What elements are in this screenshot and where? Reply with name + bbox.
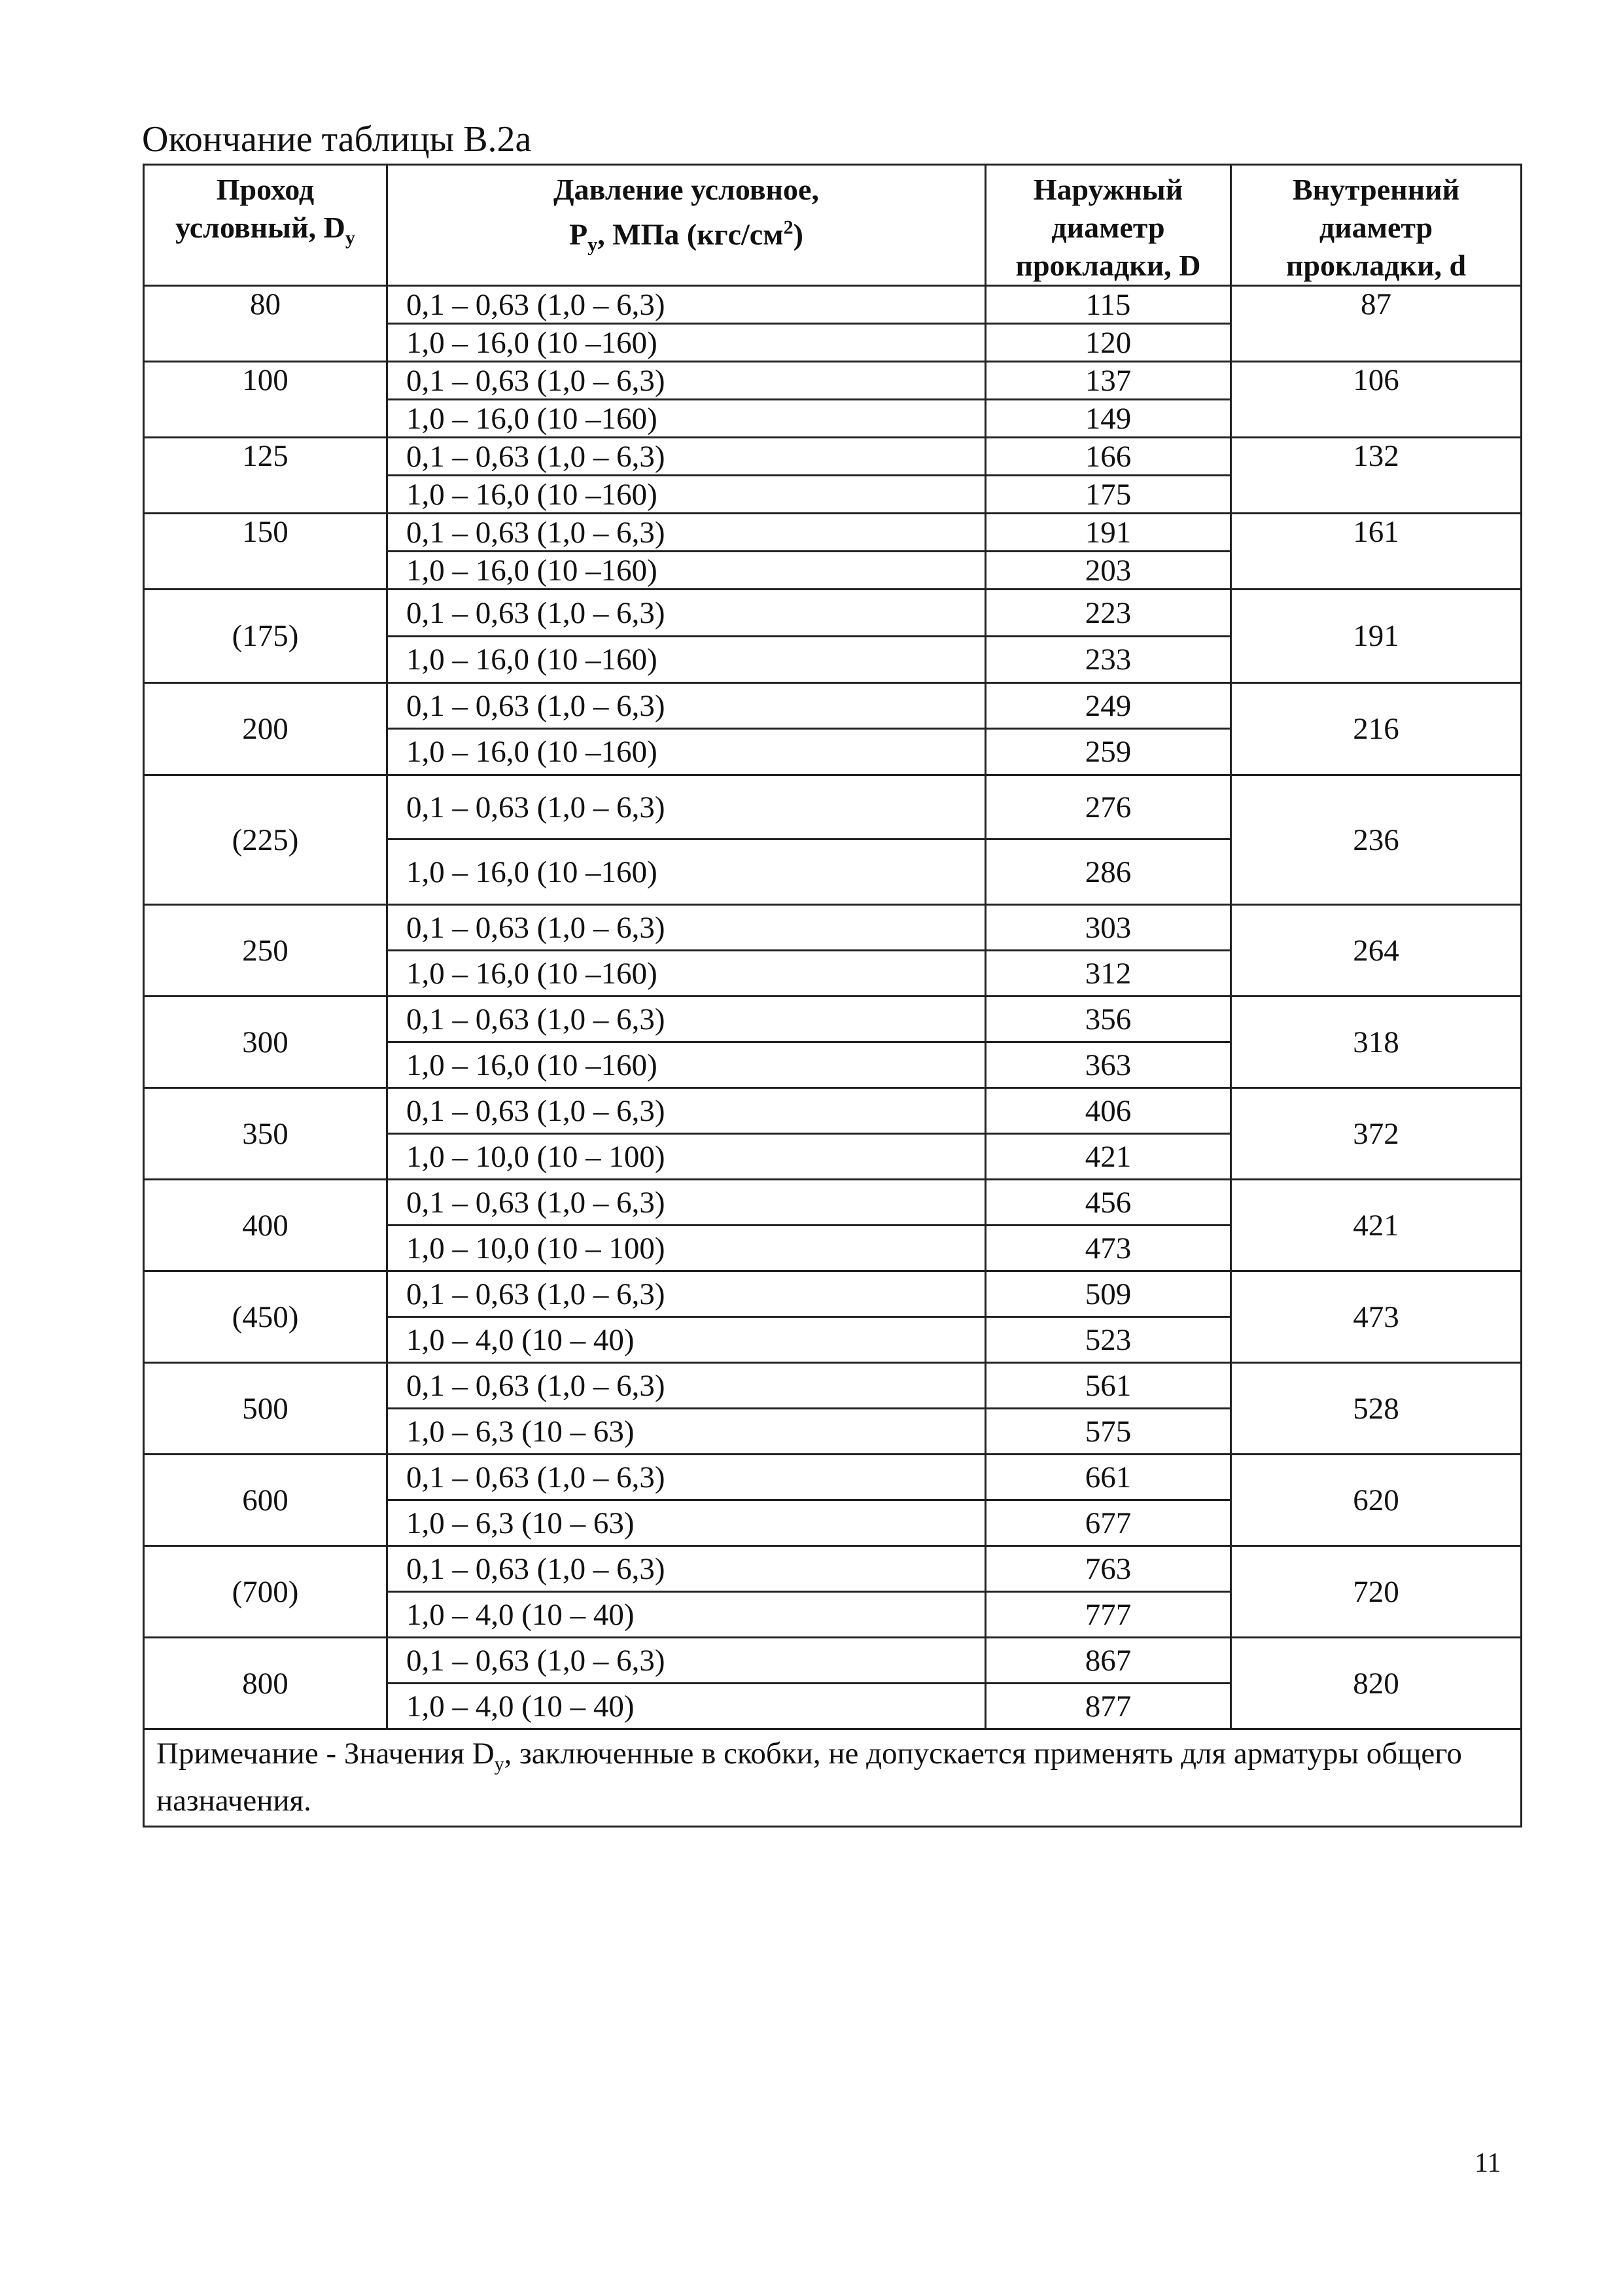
- nominal-bore-cell: 125: [144, 438, 387, 514]
- pressure-range-cell: 1,0 – 16,0 (10 –160): [387, 951, 986, 997]
- pressure-range-cell: 0,1 – 0,63 (1,0 – 6,3): [387, 514, 986, 552]
- table-note: [144, 1729, 1522, 1827]
- table-row: [144, 1088, 1522, 1134]
- outer-diameter-cell: 777: [986, 1592, 1231, 1638]
- outer-diameter-cell: 763: [986, 1546, 1231, 1592]
- inner-diameter-cell: 528: [1231, 1363, 1522, 1455]
- pressure-range-cell: 1,0 – 16,0 (10 –160): [387, 552, 986, 590]
- outer-diameter-cell: 286: [986, 839, 1231, 905]
- page-number: 11: [1475, 2148, 1501, 2178]
- pressure-range-cell: 1,0 – 16,0 (10 –160): [387, 400, 986, 438]
- table-row: [144, 775, 1522, 839]
- nominal-bore-cell: 100: [144, 362, 387, 438]
- table-row: [144, 1180, 1522, 1226]
- pressure-range-cell: 0,1 – 0,63 (1,0 – 6,3): [387, 1638, 986, 1684]
- table-note-row: [144, 1729, 1522, 1827]
- header-inner-diameter: [1231, 165, 1522, 286]
- outer-diameter-cell: 523: [986, 1317, 1231, 1363]
- pressure-range-cell: 1,0 – 10,0 (10 – 100): [387, 1134, 986, 1180]
- pressure-range-cell: 0,1 – 0,63 (1,0 – 6,3): [387, 1546, 986, 1592]
- outer-diameter-cell: 312: [986, 951, 1231, 997]
- pressure-range-cell: 0,1 – 0,63 (1,0 – 6,3): [387, 1271, 986, 1317]
- table-note-suffix: , заключенные в скобки, не допускается применять для арматуры общего назначения.: [156, 1737, 1462, 1818]
- header-nominal-bore-line2: условный, D: [175, 211, 345, 244]
- inner-diameter-cell: 106: [1231, 362, 1522, 438]
- pressure-range-cell: 1,0 – 4,0 (10 – 40): [387, 1317, 986, 1363]
- table-row: [144, 905, 1522, 951]
- inner-diameter-cell: 820: [1231, 1638, 1522, 1729]
- nominal-bore-cell: 80: [144, 286, 387, 362]
- header-inner-diameter-line2: диаметр: [1319, 211, 1433, 244]
- header-nominal-bore: [144, 165, 387, 286]
- inner-diameter-cell: 421: [1231, 1180, 1522, 1271]
- outer-diameter-cell: 115: [986, 286, 1231, 324]
- nominal-bore-cell: 400: [144, 1180, 387, 1271]
- table-body: [144, 286, 1522, 1827]
- outer-diameter-cell: 421: [986, 1134, 1231, 1180]
- gasket-dimensions-table: [143, 164, 1522, 1828]
- header-outer-diameter-line3: прокладки, D: [1015, 249, 1201, 282]
- pressure-range-cell: 1,0 – 16,0 (10 –160): [387, 637, 986, 683]
- inner-diameter-cell: 620: [1231, 1455, 1522, 1546]
- outer-diameter-cell: 473: [986, 1226, 1231, 1271]
- table-row: [144, 1546, 1522, 1592]
- outer-diameter-cell: 249: [986, 683, 1231, 729]
- outer-diameter-cell: 259: [986, 729, 1231, 775]
- nominal-bore-cell: 600: [144, 1455, 387, 1546]
- nominal-bore-cell: (450): [144, 1271, 387, 1363]
- pressure-range-cell: 1,0 – 4,0 (10 – 40): [387, 1592, 986, 1638]
- outer-diameter-cell: 406: [986, 1088, 1231, 1134]
- pressure-range-cell: 1,0 – 4,0 (10 – 40): [387, 1684, 986, 1729]
- table-row: [144, 590, 1522, 637]
- outer-diameter-cell: 677: [986, 1500, 1231, 1546]
- header-nominal-pressure-close: ): [793, 217, 803, 251]
- header-nominal-pressure-superscript: 2: [783, 217, 794, 238]
- nominal-bore-cell: 500: [144, 1363, 387, 1455]
- pressure-range-cell: 1,0 – 16,0 (10 –160): [387, 476, 986, 514]
- inner-diameter-cell: 318: [1231, 997, 1522, 1088]
- pressure-range-cell: 1,0 – 16,0 (10 –160): [387, 1042, 986, 1088]
- table-row: [144, 997, 1522, 1042]
- table-row: [144, 362, 1522, 400]
- table-row: [144, 1638, 1522, 1684]
- pressure-range-cell: 1,0 – 6,3 (10 – 63): [387, 1500, 986, 1546]
- pressure-range-cell: 0,1 – 0,63 (1,0 – 6,3): [387, 1455, 986, 1500]
- table-caption: Окончание таблицы В.2а: [142, 119, 532, 160]
- nominal-bore-cell: (700): [144, 1546, 387, 1638]
- pressure-range-cell: 1,0 – 16,0 (10 –160): [387, 839, 986, 905]
- pressure-range-cell: 0,1 – 0,63 (1,0 – 6,3): [387, 438, 986, 476]
- header-outer-diameter: [986, 165, 1231, 286]
- outer-diameter-cell: 561: [986, 1363, 1231, 1409]
- inner-diameter-cell: 87: [1231, 286, 1522, 362]
- outer-diameter-cell: 137: [986, 362, 1231, 400]
- outer-diameter-cell: 575: [986, 1409, 1231, 1455]
- outer-diameter-cell: 363: [986, 1042, 1231, 1088]
- pressure-range-cell: 0,1 – 0,63 (1,0 – 6,3): [387, 683, 986, 729]
- outer-diameter-cell: 149: [986, 400, 1231, 438]
- outer-diameter-cell: 509: [986, 1271, 1231, 1317]
- table-row: [144, 438, 1522, 476]
- header-nominal-pressure: [387, 165, 986, 286]
- pressure-range-cell: 1,0 – 6,3 (10 – 63): [387, 1409, 986, 1455]
- header-outer-diameter-line1: Наружный: [1033, 173, 1183, 206]
- table-header-row: [144, 165, 1522, 286]
- header-nominal-pressure-units: , МПа (кгс/см: [597, 217, 784, 251]
- table-row: [144, 286, 1522, 324]
- outer-diameter-cell: 877: [986, 1684, 1231, 1729]
- pressure-range-cell: 0,1 – 0,63 (1,0 – 6,3): [387, 775, 986, 839]
- header-nominal-pressure-line1: Давление условное,: [553, 173, 819, 206]
- pressure-range-cell: 0,1 – 0,63 (1,0 – 6,3): [387, 286, 986, 324]
- outer-diameter-cell: 356: [986, 997, 1231, 1042]
- nominal-bore-cell: 150: [144, 514, 387, 590]
- outer-diameter-cell: 233: [986, 637, 1231, 683]
- header-nominal-bore-subscript: у: [345, 227, 355, 249]
- inner-diameter-cell: 191: [1231, 590, 1522, 683]
- pressure-range-cell: 0,1 – 0,63 (1,0 – 6,3): [387, 362, 986, 400]
- pressure-range-cell: 1,0 – 16,0 (10 –160): [387, 324, 986, 362]
- outer-diameter-cell: 661: [986, 1455, 1231, 1500]
- nominal-bore-cell: 350: [144, 1088, 387, 1180]
- nominal-bore-cell: (225): [144, 775, 387, 905]
- pressure-range-cell: 0,1 – 0,63 (1,0 – 6,3): [387, 1088, 986, 1134]
- table-row: [144, 514, 1522, 552]
- pressure-range-cell: 0,1 – 0,63 (1,0 – 6,3): [387, 590, 986, 637]
- outer-diameter-cell: 223: [986, 590, 1231, 637]
- inner-diameter-cell: 161: [1231, 514, 1522, 590]
- table-row: [144, 1363, 1522, 1409]
- nominal-bore-cell: 200: [144, 683, 387, 775]
- header-nominal-bore-line1: Проход: [216, 173, 315, 206]
- pressure-range-cell: 0,1 – 0,63 (1,0 – 6,3): [387, 1180, 986, 1226]
- table-row: [144, 1455, 1522, 1500]
- outer-diameter-cell: 120: [986, 324, 1231, 362]
- header-outer-diameter-line2: диаметр: [1051, 211, 1165, 244]
- pressure-range-cell: 1,0 – 16,0 (10 –160): [387, 729, 986, 775]
- nominal-bore-cell: 250: [144, 905, 387, 997]
- inner-diameter-cell: 132: [1231, 438, 1522, 514]
- pressure-range-cell: 1,0 – 10,0 (10 – 100): [387, 1226, 986, 1271]
- outer-diameter-cell: 303: [986, 905, 1231, 951]
- outer-diameter-cell: 203: [986, 552, 1231, 590]
- outer-diameter-cell: 175: [986, 476, 1231, 514]
- pressure-range-cell: 0,1 – 0,63 (1,0 – 6,3): [387, 1363, 986, 1409]
- inner-diameter-cell: 216: [1231, 683, 1522, 775]
- header-nominal-pressure-symbol: Р: [569, 217, 588, 251]
- inner-diameter-cell: 264: [1231, 905, 1522, 997]
- inner-diameter-cell: 720: [1231, 1546, 1522, 1638]
- pressure-range-cell: 0,1 – 0,63 (1,0 – 6,3): [387, 905, 986, 951]
- outer-diameter-cell: 456: [986, 1180, 1231, 1226]
- nominal-bore-cell: 800: [144, 1638, 387, 1729]
- outer-diameter-cell: 276: [986, 775, 1231, 839]
- inner-diameter-cell: 473: [1231, 1271, 1522, 1363]
- outer-diameter-cell: 191: [986, 514, 1231, 552]
- nominal-bore-cell: 300: [144, 997, 387, 1088]
- header-inner-diameter-line1: Внутренний: [1292, 173, 1460, 206]
- inner-diameter-cell: 236: [1231, 775, 1522, 905]
- pressure-range-cell: 0,1 – 0,63 (1,0 – 6,3): [387, 997, 986, 1042]
- table-row: [144, 683, 1522, 729]
- table-row: [144, 1271, 1522, 1317]
- header-inner-diameter-line3: прокладки, d: [1285, 249, 1467, 282]
- inner-diameter-cell: 372: [1231, 1088, 1522, 1180]
- header-nominal-pressure-subscript: у: [587, 234, 598, 256]
- outer-diameter-cell: 867: [986, 1638, 1231, 1684]
- outer-diameter-cell: 166: [986, 438, 1231, 476]
- table-note-subscript: у: [494, 1753, 504, 1775]
- nominal-bore-cell: (175): [144, 590, 387, 683]
- table-note-prefix: Примечание - Значения D: [156, 1737, 495, 1771]
